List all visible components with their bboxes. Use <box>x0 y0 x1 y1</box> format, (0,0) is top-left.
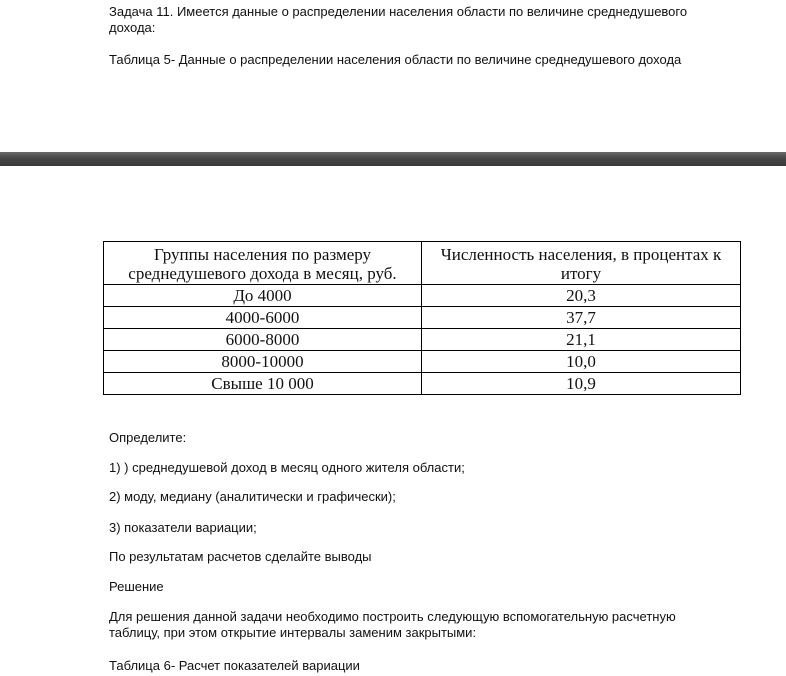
income-group-cell: 8000-10000 <box>104 351 422 373</box>
conclusion-prompt: По результатам расчетов сделайте выводы <box>109 549 372 564</box>
table-header-row <box>104 242 741 285</box>
income-group-cell: 4000-6000 <box>104 307 422 329</box>
solution-paragraph: Для решения данной задачи необходимо построить следующую вспомогательную расчетную таблицу, при этом открытие интервалы заменим закрытыми: <box>109 609 676 640</box>
question-1: 1) ) среднедушевой доход в месяц одного жителя области; <box>109 460 465 475</box>
income-distribution-table <box>103 241 741 395</box>
header-population-share: Численность населения, в процентах к итогу <box>422 242 741 285</box>
income-group-cell: До 4000 <box>104 285 422 307</box>
population-share-cell: 21,1 <box>422 329 741 351</box>
population-share-cell: 10,9 <box>422 373 741 395</box>
table-row <box>104 373 741 395</box>
question-3: 3) показатели вариации; <box>109 520 257 535</box>
task-statement: Задача 11. Имеется данные о распределении населения области по величине среднедушевого дохода: <box>109 4 688 35</box>
table-5-caption: Таблица 5- Данные о распределении населения области по величине среднедушевого дохода <box>109 52 682 67</box>
solution-heading: Решение <box>109 579 164 594</box>
table-row <box>104 329 741 351</box>
population-share-cell: 10,0 <box>422 351 741 373</box>
page-break-bar <box>0 152 786 166</box>
table-row <box>104 307 741 329</box>
population-share-cell: 37,7 <box>422 307 741 329</box>
question-2: 2) моду, медиану (аналитически и графически); <box>109 489 396 504</box>
define-label: Определите: <box>109 430 187 445</box>
income-group-cell: 6000-8000 <box>104 329 422 351</box>
table-row <box>104 351 741 373</box>
table-6-caption: Таблица 6- Расчет показателей вариации <box>109 658 360 673</box>
header-income-groups: Группы населения по размеру среднедушевого дохода в месяц, руб. <box>104 242 422 285</box>
population-share-cell: 20,3 <box>422 285 741 307</box>
income-group-cell: Свыше 10 000 <box>104 373 422 395</box>
table-row <box>104 285 741 307</box>
